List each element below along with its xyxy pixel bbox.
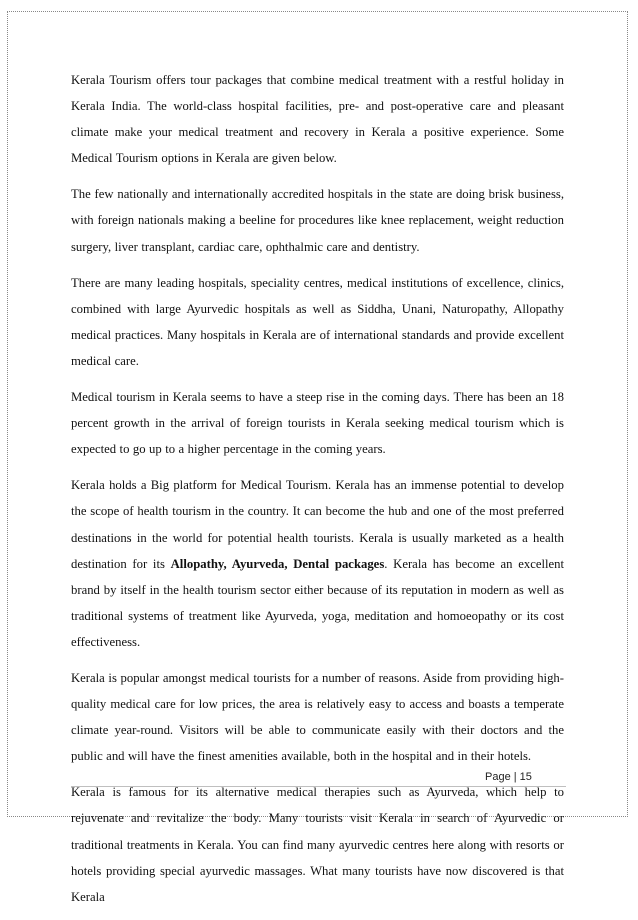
paragraph-accredited-hospitals: The few nationally and internationally accredited hospitals in the state are doing brisk business, with foreign nationals making a beeline for procedures like knee replacement, weight reduction surgery, liver transplant, cardiac care, ophthalmic care and dentistry. — [71, 187, 564, 254]
bold-packages-text: Allopathy, Ayurveda, Dental packages — [170, 556, 385, 571]
paragraph-packages: Kerala Tourism offers tour packages that combine medical treatment with a restful holiday in Kerala India. The world-class hospital facilities, pre- and post-operative care and pleasant climate make your medical treatment and recovery in Kerala a positive experience. Some Medical Tourism options in Kerala are given below. — [71, 73, 564, 166]
paragraph-alternative-therapies: Kerala is famous for its alternative medical therapies such as Ayurveda, which help to rejuvenate and revitalize the body. Many tourists visit Kerala in search of Ayurvedic or traditional treatments in Kerala. You can find many ayurvedic centres here along with resorts or hotels providing special ayurvedic massages. What many tourists have now discovered is that Kerala — [71, 785, 564, 904]
paragraph-platform-text-end: . Kerala has become an excellent brand by itself in the health tourism sector either because of its reputation in modern as well as traditional systems of treatment like Ayurveda, yoga, meditation and homoeopathy or its cost effectiveness. — [71, 556, 565, 649]
paragraph-platform — [71, 472, 564, 655]
page-number: Page | 15 — [485, 771, 532, 783]
footer-rule — [71, 786, 566, 787]
document-body — [71, 67, 564, 920]
paragraph-popular: Kerala is popular amongst medical tourists for a number of reasons. Aside from providing high-quality medical care for low prices, the area is relatively easy to access and boasts a temperate climate year-round. Visitors will be able to communicate easily with their doctors and the public and will have the finest amenities available, both in the hospital and in their hotels. — [71, 670, 564, 764]
paragraph-leading-hospitals: There are many leading hospitals, speciality centres, medical institutions of excellence, clinics, combined with large Ayurvedic hospitals as well as Siddha, Unani, Naturopathy, Allopathy medical practices. Many hospitals in Kerala are of international standards and provide excellent medical care. — [71, 275, 564, 368]
paragraph-platform-text-start: Kerala holds a Big platform for Medical Tourism. Kerala has an immense potential to develop the scope of health tourism in the country. It can become the hub and one of the most preferred destinations in the world for potential health tourists. Kerala is usually marketed as a health destination for its — [71, 478, 564, 571]
paragraph-growth: Medical tourism in Kerala seems to have a steep rise in the coming days. There has been an 18 percent growth in the arrival of foreign tourists in Kerala seeking medical tourism which is expected to go up to a higher percentage in the coming years. — [71, 390, 564, 457]
